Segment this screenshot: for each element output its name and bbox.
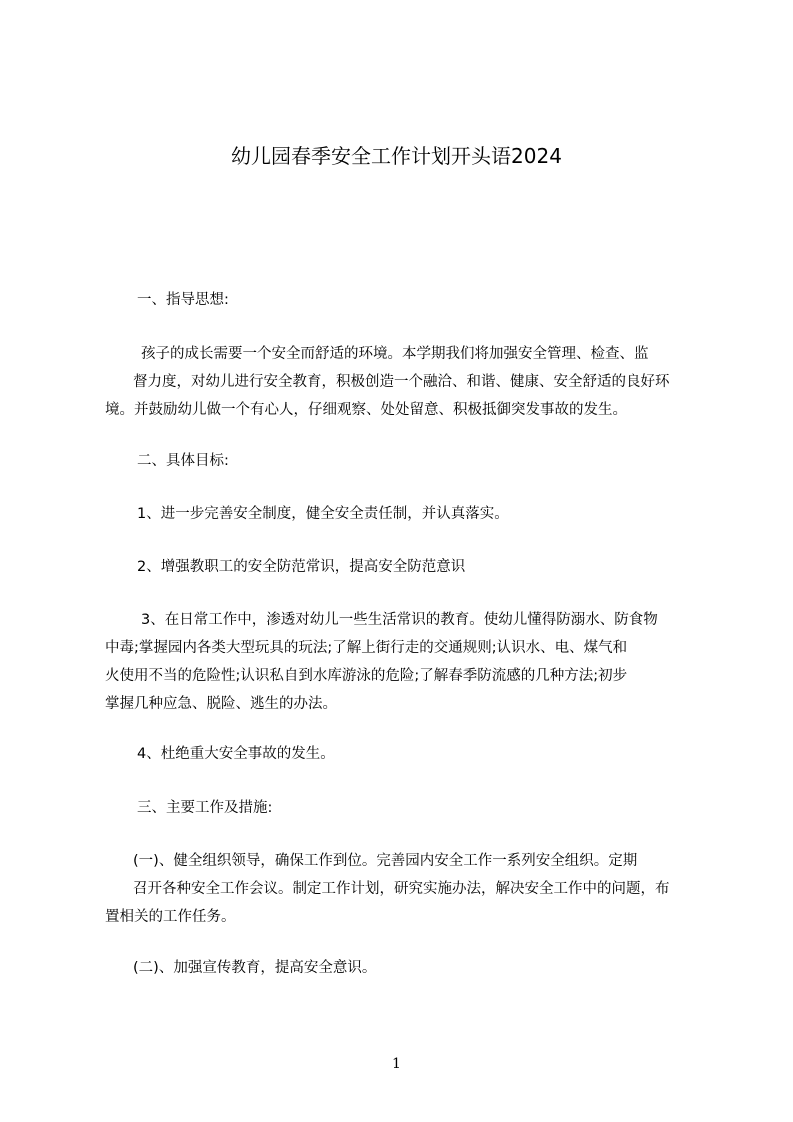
goal-item-4: 4、杜绝重大安全事故的发生。	[137, 746, 335, 762]
goal-item-2: 2、增强教职工的安全防范常识，提高安全防范意识	[137, 559, 466, 575]
paragraph-line: 中毒;掌握园内各类大型玩具的玩法;了解上街行走的交通规则;认识水、电、煤气和	[105, 640, 628, 656]
measure-item-1	[105, 847, 695, 931]
section-heading-guiding-ideology: 一、指导思想:	[137, 292, 229, 308]
paragraph-line: 境。并鼓励幼儿做一个有心人，仔细观察、处处留意、积极抵御突发事故的发生。	[105, 402, 627, 418]
section-heading-main-work: 三、主要工作及措施:	[137, 800, 273, 816]
measure-item-2: (二)、加强宣传教育，提高安全意识。	[133, 960, 377, 976]
paragraph-line: 火使用不当的危险性;认识私自到水库游泳的危险;了解春季防流感的几种方法;初步	[105, 668, 628, 684]
guiding-ideology-paragraph	[105, 340, 695, 424]
page-title: 幼儿园春季安全工作计划开头语2024	[231, 144, 562, 168]
paragraph-line: 置相关的工作任务。	[105, 909, 236, 925]
page-number: 1	[392, 1056, 401, 1072]
paragraph-line: 召开各种安全工作会议。制定工作计划，研究实施办法，解决安全工作中的问题，布	[133, 881, 670, 897]
paragraph-line: 3、在日常工作中，渗透对幼儿一些生活常识的教育。使幼儿懂得防溺水、防食物	[141, 612, 658, 628]
paragraph-line: 孩子的成长需要一个安全而舒适的环境。本学期我们将加强安全管理、检查、监	[141, 346, 649, 362]
goal-item-1: 1、进一步完善安全制度，健全安全责任制，并认真落实。	[137, 506, 509, 522]
paragraph-line: (一)、健全组织领导，确保工作到位。完善园内安全工作一系列安全组织。定期	[133, 853, 638, 869]
section-heading-specific-goals: 二、具体目标:	[137, 453, 229, 469]
paragraph-line: 督力度，对幼儿进行安全教育，积极创造一个融洽、和谐、健康、安全舒适的良好环	[133, 374, 670, 390]
paragraph-line: 掌握几种应急、脱险、逃生的办法。	[105, 696, 337, 712]
goal-item-3	[105, 606, 695, 718]
